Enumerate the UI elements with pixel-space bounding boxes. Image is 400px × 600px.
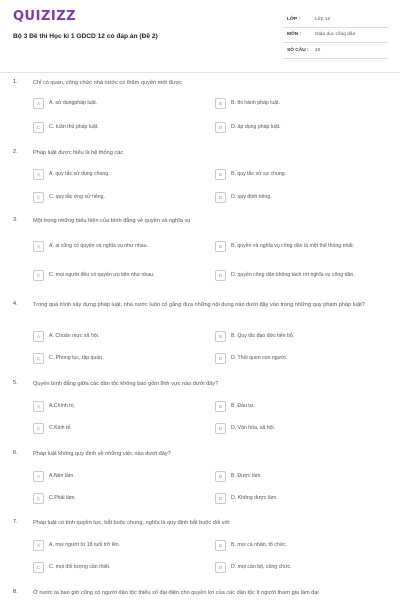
- option-text: B. quyền và nghĩa vụ công dân là một thể thống nhất.: [231, 242, 355, 249]
- question-text: Pháp luật không quy định về những việc nào dưới đây?: [33, 451, 171, 457]
- option-letter-box: A: [33, 169, 44, 180]
- question-number: 6.: [13, 450, 18, 456]
- option-text: D. quy định riêng.: [231, 193, 272, 200]
- meta-value: 40: [315, 47, 321, 53]
- option-text: D. quyền công dân không tách rời nghĩa vụ công dân.: [231, 271, 355, 278]
- option-text: B. Đầu tư.: [231, 402, 255, 409]
- question-number: 8.: [13, 589, 18, 595]
- option-letter-box: D: [215, 122, 226, 133]
- meta-value: Lớp 12: [315, 16, 331, 22]
- option-letter-box: A: [33, 98, 44, 109]
- option-text: D. Văn hóa, xã hội.: [231, 424, 276, 431]
- option-letter-box: C: [33, 493, 44, 504]
- option-letter-box: C: [33, 353, 44, 364]
- question-text: Ở nước ta bao giờ cũng có người dân tộc thiểu số đại diện cho quyền lợi của các dân tộc ít người tham gia làm đại: [33, 590, 319, 596]
- option-letter-box: A: [33, 540, 44, 551]
- option-text: C. mọi đối tượng cần thiết.: [49, 563, 111, 570]
- option-letter-box: D: [215, 192, 226, 203]
- option-b[interactable]: [215, 399, 380, 413]
- option-a[interactable]: [33, 399, 198, 413]
- option-letter-box: B: [215, 331, 226, 342]
- option-c[interactable]: [33, 190, 198, 204]
- option-b[interactable]: [215, 167, 380, 181]
- option-a[interactable]: [33, 167, 198, 181]
- option-d[interactable]: [215, 190, 380, 204]
- option-text: A.Nên làm.: [49, 472, 75, 479]
- question-text: Pháp luật được hiểu là hệ thống các: [33, 150, 124, 156]
- question-number: 7.: [13, 519, 18, 525]
- option-text: D. mọi cán bộ, công chức.: [231, 563, 292, 570]
- option-letter-box: D: [215, 270, 226, 281]
- option-d[interactable]: [215, 560, 380, 574]
- option-text: B. mọi cá nhân, tổ chức.: [231, 541, 288, 548]
- option-d[interactable]: [215, 421, 380, 435]
- option-b[interactable]: [215, 538, 380, 552]
- option-letter-box: B: [215, 98, 226, 109]
- option-d[interactable]: [215, 120, 380, 134]
- option-b[interactable]: [215, 329, 380, 343]
- option-c[interactable]: [33, 491, 198, 505]
- option-text: C. Phong tục, tập quán.: [49, 354, 104, 361]
- option-d[interactable]: [215, 491, 380, 505]
- option-text: A. mọi người từ 18 tuổi trở lên.: [49, 541, 121, 548]
- option-text: C.Phải làm.: [49, 494, 76, 501]
- option-d[interactable]: [215, 268, 380, 282]
- option-c[interactable]: [33, 120, 198, 134]
- option-letter-box: B: [215, 540, 226, 551]
- option-text: C. tuân thủ pháp luật.: [49, 123, 99, 130]
- option-text: A. sử dụngpháp luật.: [49, 99, 98, 106]
- option-letter-box: C: [33, 122, 44, 133]
- question-number: 5.: [13, 380, 18, 386]
- option-b[interactable]: [215, 469, 380, 483]
- question-text: Trong quá trình xây dựng pháp luật, nhà nước luôn cố gắng đưa những nội dung nào dưới đây vào trong những quy phạm pháp luật?: [33, 302, 365, 308]
- option-letter-box: C: [33, 270, 44, 281]
- option-letter-box: D: [215, 423, 226, 434]
- worksheet-header: [0, 0, 400, 70]
- question-number: 3.: [13, 217, 18, 223]
- option-letter-box: C: [33, 562, 44, 573]
- question-number: 4.: [13, 301, 18, 307]
- option-text: D. áp dụng pháp luật.: [231, 123, 281, 130]
- option-c[interactable]: [33, 268, 198, 282]
- option-text: A. quy tắc sử dụng chung.: [49, 170, 110, 177]
- question-number: 2.: [13, 149, 18, 155]
- meta-row-class: [283, 12, 388, 28]
- worksheet-title: Bộ 3 Đề thi Học kì 1 GDCD 12 có đáp án (Đề 2): [13, 33, 158, 40]
- header-divider: [0, 72, 400, 73]
- option-text: B. Được làm.: [231, 472, 262, 479]
- meta-key: MÔN :: [287, 32, 302, 38]
- meta-key: SỐ CÂU :: [287, 47, 309, 53]
- option-a[interactable]: [33, 538, 198, 552]
- option-text: B. thi hành pháp luật.: [231, 99, 281, 106]
- option-c[interactable]: [33, 560, 198, 574]
- question-number: 1.: [13, 79, 18, 85]
- option-letter-box: A: [33, 241, 44, 252]
- option-letter-box: C: [33, 423, 44, 434]
- question-text: Chỉ có quan, công chức nhà nước có thẩm quyền mới được: [33, 80, 183, 86]
- question-text: Pháp luật có tính quyền lực, bắt buộc chung, nghĩa là quy định bắt buộc đối với: [33, 520, 230, 526]
- option-letter-box: B: [215, 401, 226, 412]
- question-text: Một trong những biểu hiện của bình đẳng về quyền và nghĩa vụ: [33, 218, 191, 224]
- meta-table: [283, 12, 388, 59]
- option-text: D. Không được làm.: [231, 494, 278, 501]
- option-text: A.Chính trị.: [49, 402, 75, 409]
- quizizz-logo: QUIZIZZ: [13, 9, 77, 24]
- option-a[interactable]: [33, 96, 198, 110]
- question-text: Quyền bình đẳng giữa các dân tộc không bao gồm lĩnh vực nào dưới đây?: [33, 381, 219, 387]
- option-letter-box: C: [33, 192, 44, 203]
- option-letter-box: D: [215, 562, 226, 573]
- option-text: B. Quy tắc đạo đức tiến bộ.: [231, 332, 295, 339]
- option-b[interactable]: [215, 96, 380, 110]
- option-letter-box: B: [215, 169, 226, 180]
- option-letter-box: D: [215, 493, 226, 504]
- option-text: A. Chuẩn mực xã hội.: [49, 332, 100, 339]
- option-c[interactable]: [33, 351, 198, 365]
- option-letter-box: B: [215, 471, 226, 482]
- meta-row-count: [283, 43, 388, 59]
- meta-value: Giáo dục công dân: [315, 32, 356, 38]
- option-letter-box: A: [33, 471, 44, 482]
- option-text: A. ai cũng có quyền và nghĩa vụ như nhau.: [49, 242, 148, 249]
- option-d[interactable]: [215, 351, 380, 365]
- option-text: D. Thói quen con người.: [231, 354, 288, 361]
- option-a[interactable]: [33, 329, 198, 343]
- option-a[interactable]: [33, 469, 198, 483]
- option-letter-box: A: [33, 401, 44, 412]
- meta-key: LỚP :: [287, 16, 301, 22]
- option-letter-box: B: [215, 241, 226, 252]
- option-text: C. mọi người đều có quyền ưu tiên như nhau.: [49, 271, 155, 278]
- option-a[interactable]: [33, 239, 198, 253]
- option-text: C. quy tắc ứng xử riêng.: [49, 193, 105, 200]
- option-b[interactable]: [215, 239, 380, 253]
- meta-row-subject: [283, 28, 388, 44]
- option-letter-box: D: [215, 353, 226, 364]
- option-letter-box: A: [33, 331, 44, 342]
- option-c[interactable]: [33, 421, 198, 435]
- option-text: C.Kinh tế.: [49, 424, 72, 431]
- option-text: B. quy tắc xử sự chung.: [231, 170, 287, 177]
